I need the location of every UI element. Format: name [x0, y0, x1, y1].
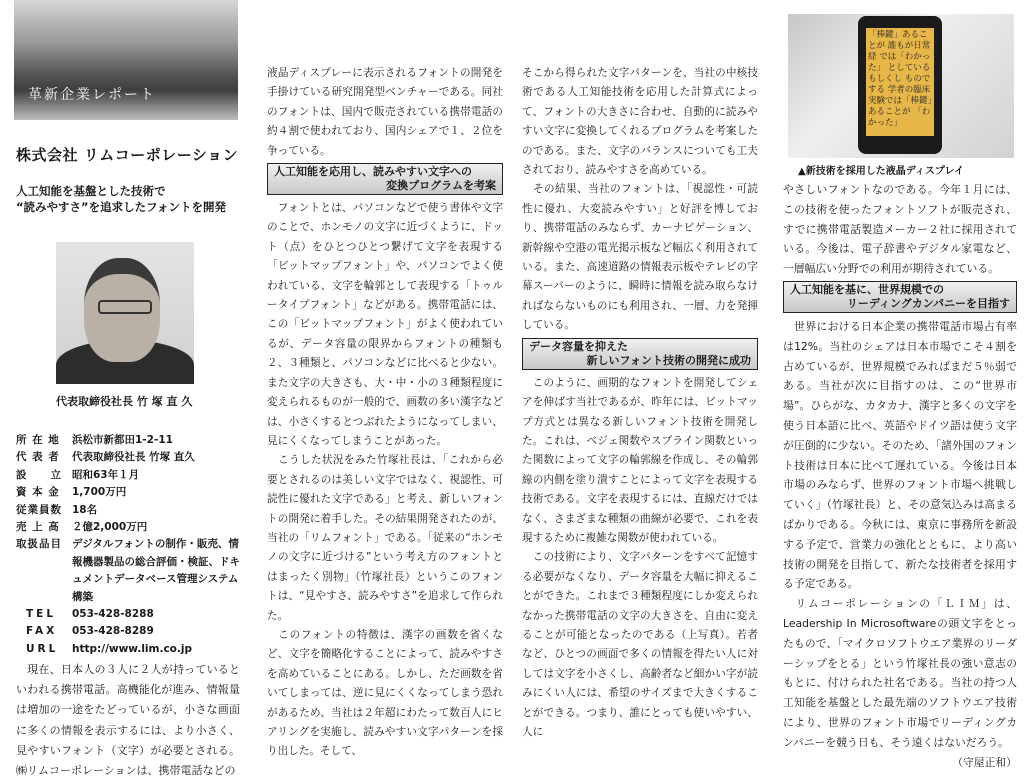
profile-key: 資 本 金	[16, 486, 60, 499]
profile-value: ２億2,000万円	[72, 521, 148, 534]
profile-key: URL	[26, 642, 59, 655]
section-banner-label: 革新企業レポート	[28, 87, 156, 103]
company-profile	[16, 432, 244, 658]
profile-row	[16, 449, 244, 466]
paragraph: このフォントの特徴は、漢字の画数を省くなど、文字を簡略化することによって、読みやすさを高めていることにある。しかし、ただ画数を省いてしまっては、逆に見にくくなってしまう恐れがあるため、当社は２年超にわたって数百人にヒアリングを実施し、読みやすい文字パターンを採り出した。そして、	[267, 628, 503, 758]
profile-row	[16, 623, 244, 640]
paragraph: 液晶ディスプレーに表示されるフォントの開発を手掛けている研究開発型ベンチャーである。同社のフォントは、国内で販売されている携帯電話の約４割で使われており、国内シェアで１、２位を争っている。	[267, 67, 503, 157]
phone-device	[858, 16, 942, 154]
paragraph: この技術により、文字パターンをすべて記憶する必要がなくなり、データ容量を大幅に抑えることができた。これまで３種類程度にしか変えられなかった携帯電話の文字の大きさを、自由に変えることが可能となったのである（上写真）。若者など、ひとつの画面で多くの情報を得たい人に対しては文字を小さくし、高齢者など細かい字が読みにくい人には、希望のサイズまで大きくすることができる。つまり、誰にとっても使いやすい、人に	[522, 551, 758, 738]
profile-row	[16, 432, 244, 449]
profile-value: 浜松市新都田1-2-11	[72, 434, 173, 446]
profile-value: 053-428-8289	[72, 625, 154, 638]
section-banner	[14, 0, 238, 120]
heading-line: リーディングカンパニーを目指す	[846, 296, 1010, 310]
profile-value: 昭和63年１月	[72, 468, 140, 481]
profile-value: 代表取締役社長 竹塚 直久	[72, 451, 195, 464]
heading-line: 人工知能を基に、世界規模での	[790, 282, 944, 296]
profile-value: 18名	[72, 503, 98, 516]
profile-value: デジタルフォントの制作・販売、情報機器製品の総合評価・検証、ドキュメントデータベース管理システム構築	[72, 538, 240, 603]
phone-screen: 「棒鍵」あることが 誰もが日常経 では「わかった」 としている もしくし ものでする 学者の臨床実験では「棒鍵」あることが 「わかった」	[866, 28, 934, 136]
phone-caption: ▲新技術を採用した液晶ディスプレイ	[798, 166, 964, 177]
section-heading	[522, 338, 758, 370]
profile-key: 従業員数	[16, 503, 62, 516]
paragraph: 世界における日本企業の携帯電話市場占有率は12%。当社のシェアは日本市場でこそ４割を占めているが、世界規模でみればまだ５％弱である。当社が次に目指すのは、この“世界市場”。ひらがな、カタカナ、漢字と多くの文字を使う日本語に比べ、英語やドイツ語は使う文字が圧倒的に少ない。そのため、「諸外国のフォント技術は日本に比べて遅れている。今後は日本市場のみならず、世界のフォント市場へ挑戦していく」（竹塚社長）と、その意気込みは高まるばかりである。今秋には、東京に事務所を新設する予定で、営業力の強化とともに、より高い技術の開発を目指して、新たな技術者を採用する予定である。	[783, 319, 1017, 591]
profile-key: 代 表 者	[16, 451, 60, 464]
paragraph: そこから得られた文字パターンを、当社の中核技術である人工知能技術を応用した計算式によって、フォントの大きさに合わせ、自動的に読みやすい文字に変換してくれるプログラムを考案したのである。また、文字のバランスについても工夫されており、読みやすさを高めている。	[522, 67, 758, 177]
profile-key: 所 在 地	[16, 434, 60, 446]
profile-row	[16, 467, 244, 484]
paragraph: 現在、日本人の３人に２人が持っているといわれる携帯電話。高機能化が進み、情報量は増加の一途をたどっているが、小さな画面に多くの情報を表示するには、より小さく、見やすいフォント（文字）が必要とされる。㈱リムコーポレーションは、携帯電話などの	[16, 663, 240, 778]
paragraph: やさしいフォントなのである。今年１月には、この技術を使ったフォントソフトが販売され、すでに携帯電話製造メーカー２社に採用されている。今後は、電子辞書やデジタル家電など、一層幅広い分野での利用が期待されている。	[783, 183, 1017, 276]
section-heading	[267, 163, 503, 195]
subtitle	[16, 183, 226, 215]
heading-line: 新しいフォント技術の開発に成功	[586, 353, 751, 367]
heading-line: データ容量を抑えた	[529, 339, 628, 353]
profile-value: http://www.lim.co.jp	[72, 642, 192, 655]
photo-caption: 代表取締役社長 竹 塚 直 久	[56, 395, 193, 408]
profile-row	[16, 641, 244, 658]
heading-line: 変換プログラムを考案	[386, 179, 496, 193]
column-2	[267, 64, 503, 762]
paragraph: その結果、当社のフォントは、「視認性・可読性に優れ、大変読みやすい」と好評を博しており、携帯電話のみならず、カーナビゲーション、新幹線や空港の電光掲示板など幅広く利用されている。また、高速道路の情報表示板やテレビの字幕スーパーのように、瞬時に情報を読み取らなければならないものにも利用され、一層、力を発揮している。	[522, 183, 758, 332]
subtitle-line: “読みやすさ”を追求したフォントを開発	[16, 200, 227, 214]
section-heading	[783, 281, 1017, 313]
profile-key: 売 上 高	[16, 521, 60, 534]
profile-key: 取扱品目	[16, 538, 62, 551]
paragraph: こうした状況をみた竹塚社長は、「これから必要とされるのは美しい文字ではなく、視認性、可読性に優れた文字である」と考え、新しいフォントの開発に着手した。その結果開発されたのが、当社の「リムフォント」である。「従来の“ホンモノの文字に近づける”という考え方のフォントとはまったく別物」（竹塚社長）というこのフォントは、“見やすさ、読みやすさ”を追求して作られた。	[267, 454, 503, 622]
profile-key: TEL	[26, 608, 57, 621]
author: （守屋正和）	[952, 755, 1017, 769]
ceo-photo	[56, 242, 194, 384]
profile-value: 1,700万円	[72, 486, 127, 499]
profile-row	[16, 519, 244, 536]
profile-row	[16, 484, 244, 501]
paragraph: フォントとは、パソコンなどで使う書体や文字のことで、ホンモノの文字に近づくように、ドット（点）をひとつひとつ繋げて文字を表現する「ビットマップフォント」や、パソコンでよく使われている、文字を輪郭として表現する「トゥルータイプフォント」などがある。携帯電話には、この「ビットマップフォント」がよく使われているが、データ容量の限界からフォントの種類も２、３種類と、パソコンなどに比べると少ない。また文字の大きさも、大・中・小の３種類程度に変えられるものが一般的で、画数の多い漢字などは、小さくするとつぶれたようになってしまい、見にくくなってしまうことがあった。	[267, 202, 503, 447]
profile-key: FAX	[26, 625, 58, 638]
profile-value: 053-428-8288	[72, 608, 154, 621]
paragraph: リムコーポレーションの「ＬＩＭ」は、Leadership In Microsoftwareの頭文字をとったもので、「マイクロソフトウエア業界のリーダーシップをとる」という竹塚社長の強い意志のもとに、付けられた社名である。当社の持つ人工知能を基盤とした最先端のソフトウエア技術により、世界のフォント市場でリーディングカンパニーを競う日も、そう遠くはないだろう。	[783, 597, 1017, 749]
profile-key: 設 立	[16, 468, 62, 481]
photo-glasses	[98, 300, 152, 314]
heading-line: 人工知能を応用し、読みやすい文字への	[274, 165, 472, 179]
profile-row	[16, 536, 244, 606]
phone-photo	[788, 14, 1014, 158]
column-4	[783, 180, 1017, 772]
paragraph: このように、画期的なフォントを開発してシェアを伸ばす当社であるが、昨年には、ビットマップ方式とは異なる新しいフォント技術を開発した。これは、ベジェ関数やスプライン関数といった関数によって文字の輪郭線を作成し、その輪郭線の内側を塗り潰すことによって文字を表現する技術である。文字を表現するには、直線だけではなく、さまざまな種類の曲線が必要で、これを表現するために複雑な関数が使われている。	[522, 376, 758, 544]
profile-row	[16, 606, 244, 623]
profile-row	[16, 502, 244, 519]
column-3	[522, 64, 758, 742]
subtitle-line: 人工知能を基盤とした技術で	[16, 184, 166, 198]
company-name: 株式会社 リムコーポレーション	[16, 146, 239, 164]
column-1-body	[16, 660, 240, 781]
